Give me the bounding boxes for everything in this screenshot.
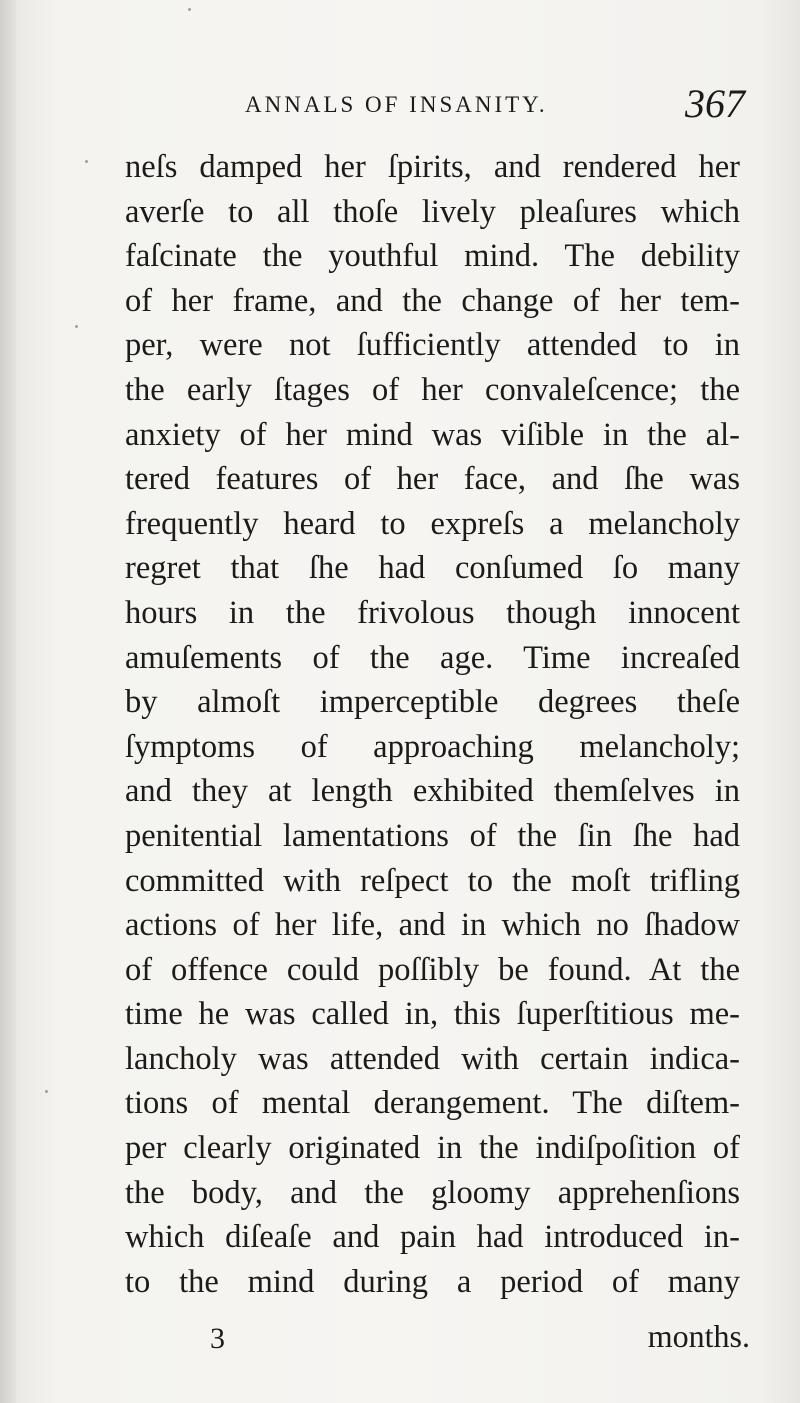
text-line: hours in the frivolous though innocent <box>125 594 740 631</box>
text-line: penitential lamentations of the ſin ſhe had <box>125 817 740 854</box>
text-line: anxiety of her mind was viſible in the al- <box>125 416 740 453</box>
text-line: neſs damped her ſpirits, and rendered her <box>125 149 740 185</box>
text-line: per clearly originated in the indiſpoſition of <box>125 1130 740 1167</box>
text-line: tions of mental derangement. The diſtem- <box>125 1085 740 1122</box>
text-line: the early ſtages of her convaleſcence; the <box>125 371 740 408</box>
text-line: regret that ſhe had conſumed ſo many <box>125 550 740 587</box>
text-line: which diſeaſe and pain had introduced in- <box>125 1219 740 1256</box>
text-line: time he was called in, this ſuperſtitious me- <box>125 996 740 1033</box>
text-line: the body, and the gloomy apprehenſions <box>125 1174 740 1211</box>
paper-speck <box>45 1090 48 1093</box>
catchword: months. <box>647 1318 750 1354</box>
signature-mark: 3 <box>210 1322 225 1355</box>
paper-speck <box>85 160 88 163</box>
text-line: lancholy was attended with certain indica- <box>125 1040 740 1077</box>
body-text <box>125 145 740 1304</box>
text-line: by almoſt imperceptible degrees theſe <box>125 684 740 721</box>
text-line: of her frame, and the change of her tem- <box>125 282 740 319</box>
text-line: of offence could poſſibly be found. At the <box>125 951 740 988</box>
page-binding-shadow <box>0 0 16 1403</box>
text-line: frequently heard to expreſs a melancholy <box>125 505 740 542</box>
page-number: 367 <box>685 81 745 126</box>
text-line: amuſements of the age. Time increaſed <box>125 639 740 676</box>
text-line: per, were not ſufficiently attended to in <box>125 327 740 364</box>
text-line: to the mind during a period of many <box>125 1263 740 1300</box>
text-line: averſe to all thoſe lively pleaſures which <box>125 193 740 230</box>
text-line: tered features of her face, and ſhe was <box>125 461 740 498</box>
text-line: ſymptoms of approaching melancholy; <box>125 728 740 765</box>
paper-speck <box>188 8 191 11</box>
running-head: ANNALS OF INSANITY. <box>245 92 548 117</box>
text-line: and they at length exhibited themſelves in <box>125 773 740 810</box>
text-line: committed with reſpect to the moſt trifling <box>125 862 740 899</box>
text-line: faſcinate the youthful mind. The debility <box>125 238 740 275</box>
paper-speck <box>75 325 78 328</box>
text-line: actions of her life, and in which no ſhadow <box>125 907 740 944</box>
